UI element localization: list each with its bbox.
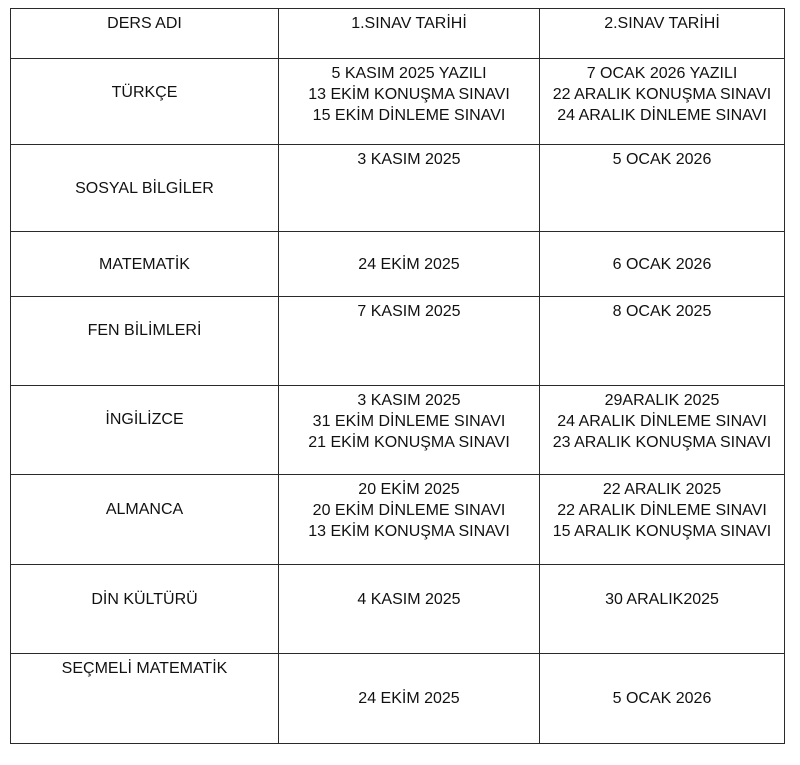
course-name: FEN BİLİMLERİ <box>11 297 279 386</box>
table-row <box>11 145 785 232</box>
table-row <box>11 565 785 654</box>
header-row <box>11 9 785 59</box>
exam1-cell: 3 KASIM 2025 <box>279 145 540 232</box>
exam2-cell: 5 OCAK 2026 <box>540 654 785 744</box>
table-row <box>11 232 785 297</box>
course-name: ALMANCA <box>11 475 279 565</box>
exam2-cell: 29ARALIK 2025 24 ARALIK DİNLEME SINAVI 23 ARALIK KONUŞMA SINAVI <box>540 386 785 475</box>
exam2-cell: 6 OCAK 2026 <box>540 232 785 297</box>
course-name: SEÇMELİ MATEMATİK <box>11 654 279 744</box>
table-row <box>11 59 785 145</box>
exam2-cell: 5 OCAK 2026 <box>540 145 785 232</box>
exam1-cell: 24 EKİM 2025 <box>279 232 540 297</box>
header-course: DERS ADI <box>11 9 279 59</box>
exam2-cell: 22 ARALIK 2025 22 ARALIK DİNLEME SINAVI 15 ARALIK KONUŞMA SINAVI <box>540 475 785 565</box>
header-exam1: 1.SINAV TARİHİ <box>279 9 540 59</box>
exam2-cell: 30 ARALIK2025 <box>540 565 785 654</box>
exam1-cell: 24 EKİM 2025 <box>279 654 540 744</box>
exam1-cell: 5 KASIM 2025 YAZILI 13 EKİM KONUŞMA SINAVI 15 EKİM DİNLEME SINAVI <box>279 59 540 145</box>
header-exam2: 2.SINAV TARİHİ <box>540 9 785 59</box>
exam1-cell: 7 KASIM 2025 <box>279 297 540 386</box>
course-name: İNGİLİZCE <box>11 386 279 475</box>
course-name: MATEMATİK <box>11 232 279 297</box>
table-row <box>11 654 785 744</box>
course-name: TÜRKÇE <box>11 59 279 145</box>
exam2-cell: 7 OCAK 2026 YAZILI 22 ARALIK KONUŞMA SINAVI 24 ARALIK DİNLEME SINAVI <box>540 59 785 145</box>
table-row <box>11 386 785 475</box>
exam1-cell: 20 EKİM 2025 20 EKİM DİNLEME SINAVI 13 EKİM KONUŞMA SINAVI <box>279 475 540 565</box>
exam1-cell: 3 KASIM 2025 31 EKİM DİNLEME SINAVI 21 EKİM KONUŞMA SINAVI <box>279 386 540 475</box>
course-name: SOSYAL BİLGİLER <box>11 145 279 232</box>
course-name: DİN KÜLTÜRÜ <box>11 565 279 654</box>
exam1-cell: 4 KASIM 2025 <box>279 565 540 654</box>
table-row <box>11 297 785 386</box>
table-row <box>11 475 785 565</box>
exam-schedule-table <box>10 8 785 744</box>
exam2-cell: 8 OCAK 2025 <box>540 297 785 386</box>
